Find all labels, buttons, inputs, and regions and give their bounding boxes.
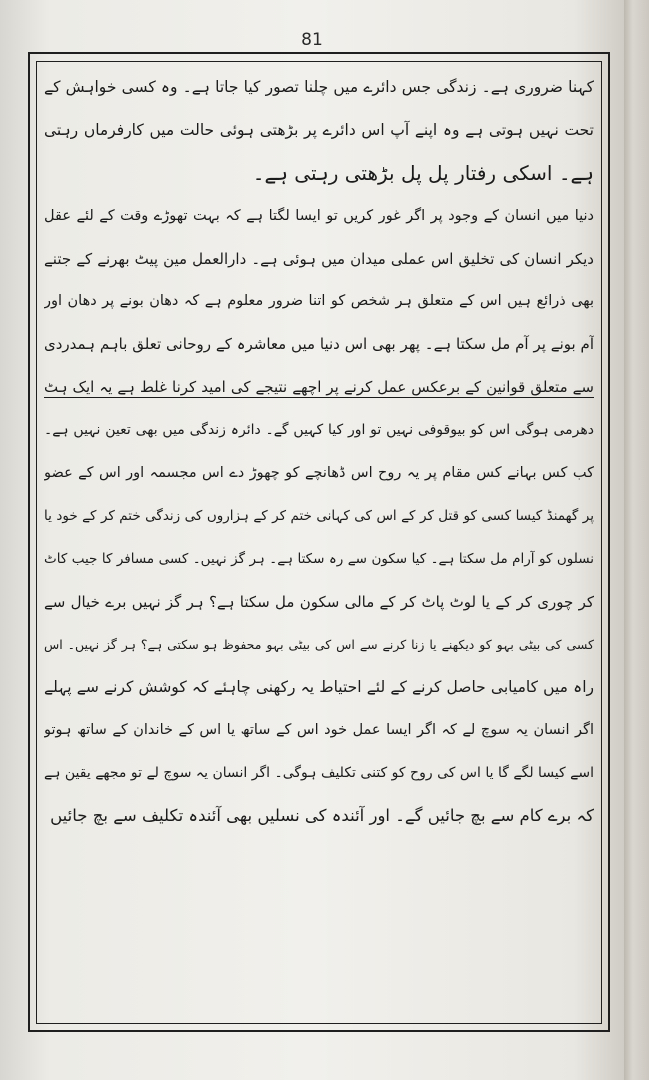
body-text (44, 66, 594, 1016)
text-line: کہنا ضروری ہے۔ زندگی جس دائرے میں چلنا تصور کیا جاتا ہے۔ وہ کسی خواہش کے (44, 78, 594, 96)
text-line: دیکر انسان کی تخلیق اس عملی میدان میں ہوئی ہے۔ دارالعمل مین پیٹ بھرنے کے جتنے (44, 249, 594, 268)
text-line: آم بونے پر آم مل سکتا ہے۔ پھر بھی اس دنیا میں معاشرہ کے روحانی تعلق باہم ہمدردی (44, 335, 594, 354)
text-line: پر گھمنڈ کیسا کسی کو قتل کر کے اس کی کہانی ختم کر کے ہزاروں کی زندگی ختم کر کے خود یا (44, 507, 594, 524)
text-line: دنیا میں انسان کے وجود پر اگر غور کریں تو ایسا لگتا ہے کہ بہت تھوڑے وقت کے لئے عقل (44, 207, 594, 224)
text-line: اسے کیسا لگے گا یا اس کی روح کو کتنی تکلیف ہوگی۔ اگر انسان یہ سوچ لے تو مجھے یقین ہے (44, 765, 594, 782)
text-line: اگر انسان یہ سوچ لے کہ اگر ایسا عمل خود اس کے ساتھ یا اس کے خاندان کے ساتھ ہوتو (44, 722, 594, 739)
text-line: کسی کی بیٹی بہو کو دیکھنے یا زنا کرنے سے اس کی بیٹی بہو محفوظ ہو سکتی ہے؟ ہر گز نہیں۔ اس (44, 636, 594, 652)
text-line: نسلوں کو آرام مل سکتا ہے۔ کیا سکون سے رہ سکتا ہے۔ ہر گز نہیں۔ کسی مسافر کا جیب کاٹ (44, 550, 594, 567)
page-number: 81 (301, 30, 323, 50)
text-line: دھرمی ہوگی اس کو بیوقوفی نہیں تو اور کیا کہیں گے۔ دائرہ زندگی میں بھی تعین نہیں ہے۔ (44, 422, 594, 439)
text-line: کر چوری کر کے یا لوٹ پاٹ کر کے مالی سکون مل سکتا ہے؟ ہر گز نہیں برے خیال سے (44, 592, 594, 611)
text-line: بھی ذرائع ہیں اس کے متعلق ہر شخص کو اتنا ضرور معلوم ہے کہ دھان بونے پر دھان اور (44, 293, 594, 310)
text-line: کب کس بہانے کس مقام پر یہ روح اس ڈھانچے کو چھوڑ دے اس مجسمہ اور اس کے عضو (44, 465, 594, 482)
text-line: کہ برے کام سے بچ جائیں گے۔ اور آئندہ کی نسلیں بھی آئندہ تکلیف سے بچ جائیں (50, 806, 594, 826)
text-line-underlined: سے متعلق قوانین کے برعکس عمل کرنے پر اچھے نتیجے کی امید کرنا غلط ہے یہ ایک ہٹ (44, 378, 594, 397)
next-page-edge (624, 0, 649, 1080)
text-line: ہے۔ اسکی رفتار پل پل بڑھتی رہتی ہے۔ (252, 160, 594, 185)
text-line: راہ میں کامیابی حاصل کرنے کے لئے احتیاط یہ رکھنی چاہئے کہ کوشش کرنے سے پہلے (44, 678, 594, 697)
text-line: تحت نہیں ہوتی ہے وہ اپنے آپ اس دائرے پر بڑھتی ہوئی حالت میں کارفرماں رہتی (44, 120, 594, 139)
